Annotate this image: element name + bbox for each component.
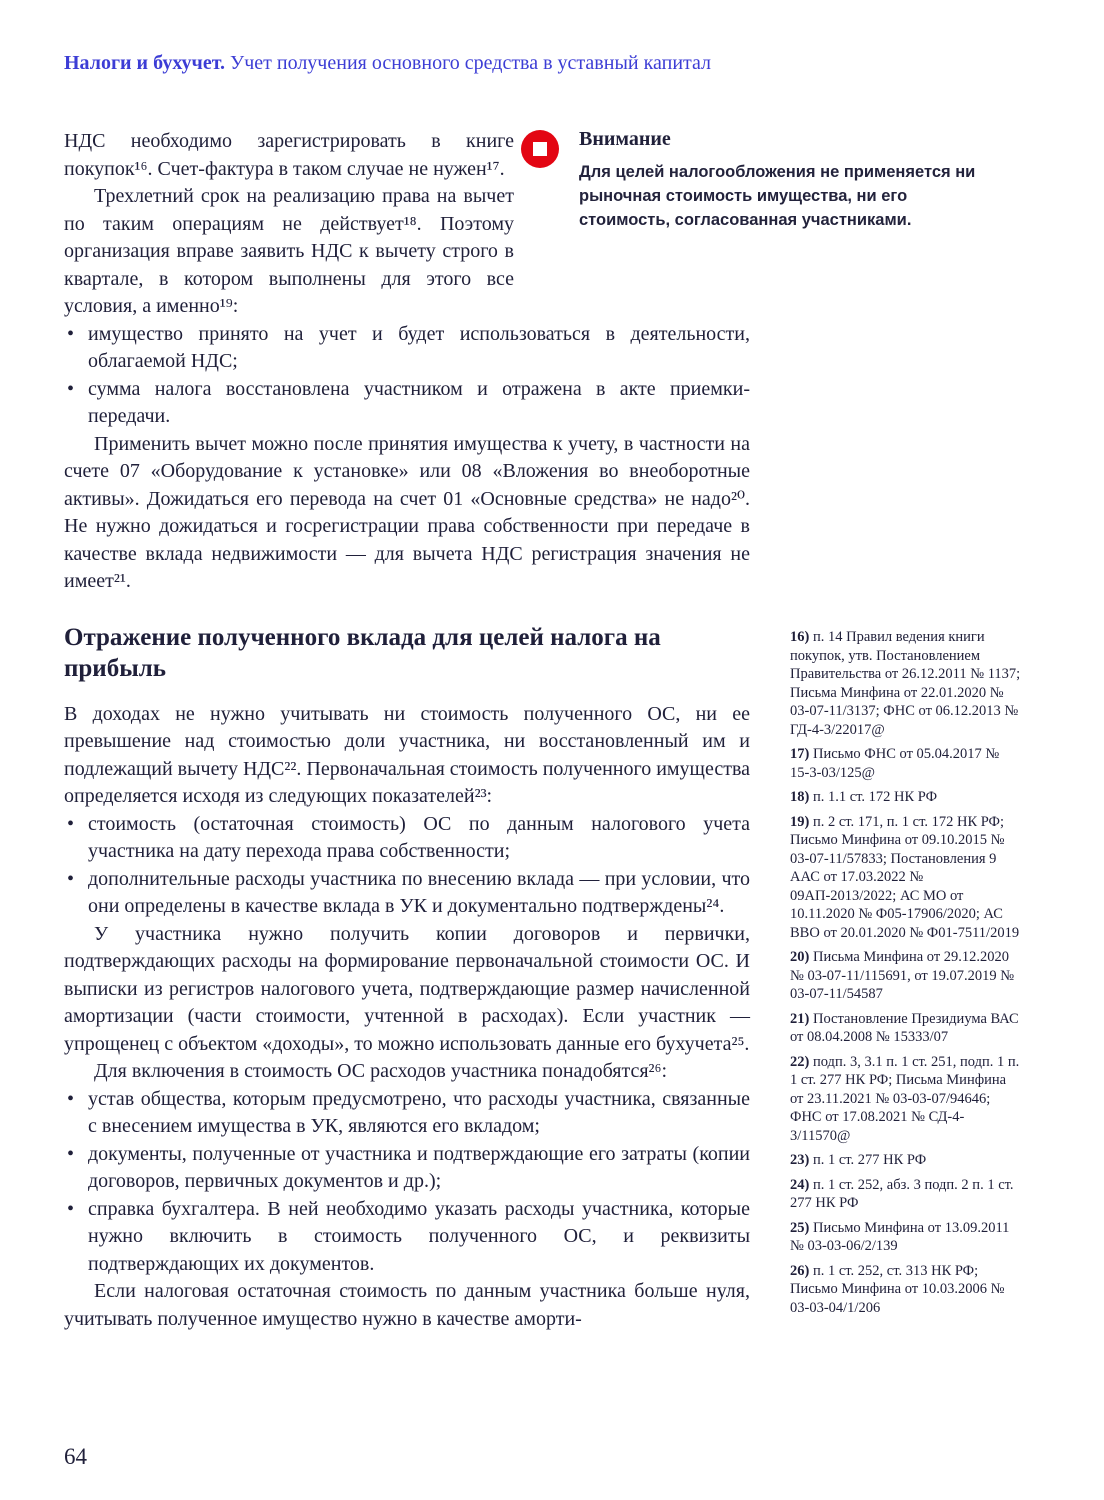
footnote-text: п. 1 ст. 252, ст. 313 НК РФ; Письмо Минфина от 10.03.2006 № 03-03-04/1/206 [790, 1262, 1005, 1316]
bullet-item: • имущество принято на учет и будет использоваться в деятельности, облагаемой НДС; [64, 321, 750, 376]
footnote-number: 26) [790, 1262, 810, 1279]
footnote-text: Письмо ФНС от 05.04.2017 № 15-3-03/125@ [790, 746, 1000, 781]
footnote-text: Письмо Минфина от 13.09.2011 № 03-03-06/2/139 [790, 1219, 1010, 1254]
bullet-item: • справка бухгалтера. В ней необходимо указать расходы участника, которые нужно включить в стоимость полученного ОС, и реквизиты подтверждающих их документов. [64, 1196, 750, 1279]
footnote [790, 948, 1022, 1004]
attention-icon [521, 130, 559, 168]
paragraph: Если налоговая остаточная стоимость по данным участника больше нуля, учитывать полученное имущество нужно в качестве аморти- [64, 1280, 750, 1330]
footnote-number: 22) [790, 1053, 810, 1070]
page-header [64, 52, 711, 75]
footnote-text: п. 1 ст. 277 НК РФ [812, 1152, 927, 1168]
footnote-number: 24) [790, 1176, 810, 1193]
footnote [790, 1262, 1022, 1318]
bullet-item: • документы, полученные от участника и подтверждающие его затраты (копии договоров, первичных документов и др.); [64, 1141, 750, 1196]
bullet-item: • устав общества, которым предусмотрено, что расходы участника, связанные с внесением имущества в УК, являются его вкладом; [64, 1086, 750, 1141]
paragraph: В доходах не нужно учитывать ни стоимость полученного ОС, ни ее превышение над стоимостью доли участника, ни восстановленный им и подлежащий вычету НДС²². Первоначальная стоимость полученного имущества определяется исходя из следующих показателей²³: [64, 702, 750, 807]
article-title: Учет получения основного средства в уставный капитал [230, 52, 712, 74]
footnote [790, 1010, 1022, 1047]
main-text-column [64, 128, 750, 1333]
bullet-item: • дополнительные расходы участника по внесению вклада — при условии, что они определены в качестве вклада в УК и документально подтверждены²⁴. [64, 866, 750, 921]
attention-text: Для целей налогообложения не применяется ни рыночная стоимость имущества, ни его стоимость, согласованная участниками. [579, 163, 976, 229]
rubric-label: Налоги и бухучет. [64, 52, 226, 74]
footnote-text: п. 1 ст. 252, абз. 3 подп. 2 п. 1 ст. 277 НК РФ [790, 1176, 1014, 1211]
footnote [790, 788, 1022, 807]
footnote [790, 1176, 1022, 1213]
paragraph: Для включения в стоимость ОС расходов участника понадобятся²⁶: [94, 1060, 668, 1082]
footnote-text: Письма Минфина от 29.12.2020 № 03-07-11/115691, от 19.07.2019 № 03-07-11/54587 [790, 949, 1015, 1002]
footnote-number: 21) [790, 1010, 810, 1027]
bullet-item: • сумма налога восстановлена участником и отражена в акте приемки-передачи. [64, 376, 750, 431]
paragraph: НДС необходимо зарегистрировать в книге покупок¹⁶. Счет-фактура в таком случае не нужен¹⁷. [64, 130, 514, 180]
attention-callout [521, 128, 991, 232]
footnote [790, 1053, 1022, 1146]
page-number: 64 [64, 1444, 87, 1469]
paragraph: Применить вычет можно после принятия имущества к учету, в частности на счете 07 «Оборудование к установке» или 08 «Вложения во внеоборотные активы». Дожидаться его перевода на счет 01 «Основные средства» не надо²⁰. Не нужно дожидаться и госрегистрации права собственности при передаче в качестве вклада недвижимости — для вычета НДС регистрация значения не имеет²¹. [64, 432, 750, 592]
footnote-text: п. 2 ст. 171, п. 1 ст. 172 НК РФ; Письмо Минфина от 09.10.2015 № 03-07-11/57833; Постановления 9 ААС от 17.03.2022 № 09АП-2013/2022; АС МО от 10.11.2020 № Ф05-17906/2020; АС ВВО от 20.01.2020 № Ф01-7511/2019 [790, 813, 1020, 941]
section-heading: Отражение полученного вклада для целей налога на прибыль [64, 623, 661, 682]
footnote [790, 745, 1022, 782]
footnote-text: п. 1.1 ст. 172 НК РФ [812, 789, 938, 805]
footnote-number: 25) [790, 1219, 810, 1236]
footnote-number: 17) [790, 746, 810, 762]
footnote [790, 1219, 1022, 1256]
paragraph: Трехлетний срок на реализацию права на вычет по таким операциям не действует¹⁸. Поэтому организация вправе заявить НДС к вычету строго в квартале, в котором выполнены для этого все условия, а именно¹⁹: [64, 185, 514, 317]
footnote [790, 813, 1022, 943]
bullet-item: • стоимость (остаточная стоимость) ОС по данным налогового учета участника на дату перехода права собственности; [64, 811, 750, 866]
footnote-number: 19) [790, 813, 810, 830]
footnote [790, 628, 1022, 739]
footnote-number: 20) [790, 949, 810, 965]
footnote-number: 23) [790, 1152, 810, 1168]
footnote [790, 1151, 1022, 1170]
content-area [64, 128, 1040, 1333]
paragraph: У участника нужно получить копии договоров и первички, подтверждающих расходы на формирование первоначальной стоимости ОС. И выписки из регистров налогового учета, подтверждающие размер начисленной амортизации (части стоимости, учтенной в расходах). Если участник — упрощенец с объектом «доходы», то можно использовать данные его бухучета²⁵. [64, 922, 750, 1055]
footnotes-sidebar [790, 628, 1022, 1323]
footnote-text: подп. 3, 3.1 п. 1 ст. 251, подп. 1 п. 1 ст. 277 НК РФ; Письма Минфина от 23.11.2021 № 03-03-07/94646; ФНС от 17.08.2021 № СД-4-3/11570@ [790, 1053, 1020, 1144]
attention-title: Внимание [579, 128, 671, 150]
footnote-text: п. 14 Правил ведения книги покупок, утв. Постановлением Правительства от 26.12.2011 № 1137; Письма Минфина от 22.01.2020 № 03-07-11/3137; ФНС от 06.12.2013 № ГД-4-3/22017@ [790, 629, 1021, 738]
attention-body [579, 128, 991, 232]
footnote-number: 16) [790, 629, 810, 645]
footnote-number: 18) [790, 789, 810, 805]
footnote-text: Постановление Президиума ВАС от 08.04.2008 № 15333/07 [790, 1010, 1019, 1045]
